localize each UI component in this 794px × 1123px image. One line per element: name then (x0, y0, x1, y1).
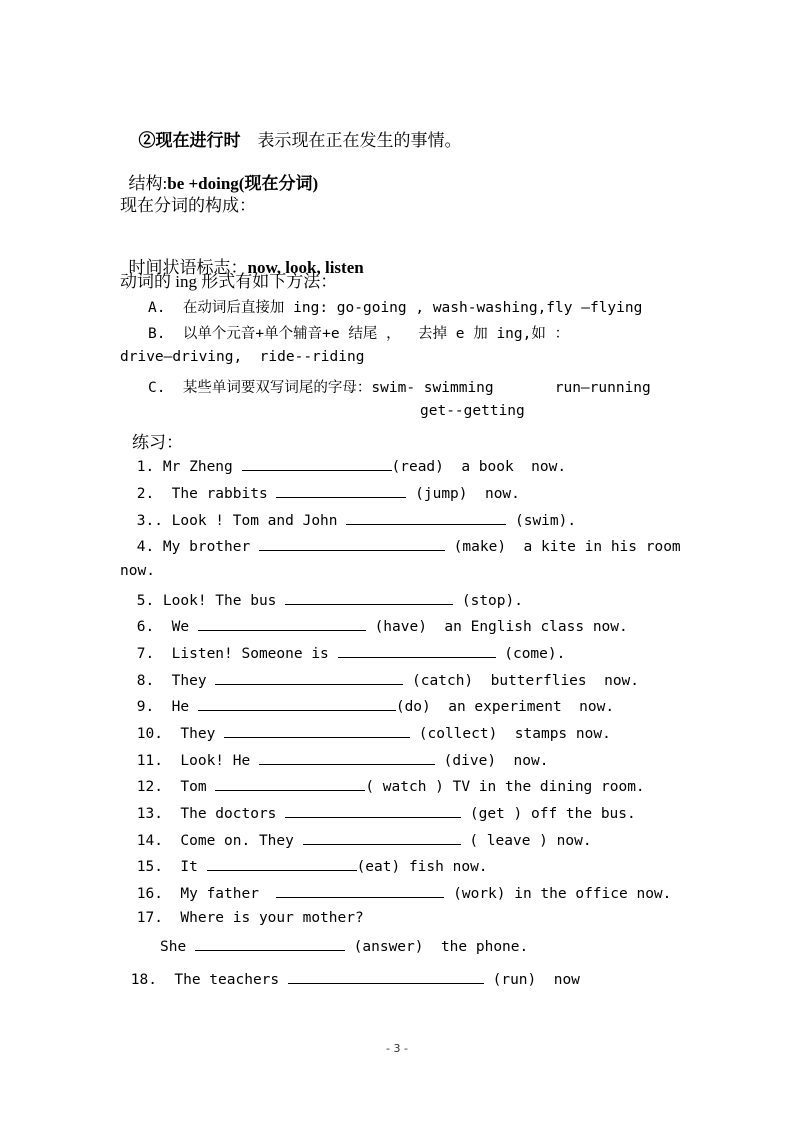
structure-line (120, 149, 318, 194)
exercise-item: 1. Mr Zheng (read) a book now. (128, 456, 566, 475)
rule-a: A. 在动词后直接加 ing: go-going , wash-washing,fly —flying (148, 300, 643, 316)
answer-blank[interactable] (259, 750, 435, 765)
exercise-item: 3.. Look ! Tom and John (swim). (128, 510, 576, 529)
answer-blank[interactable] (303, 830, 461, 845)
exercise-item-cont: now. (120, 563, 155, 579)
exercise-item: 13. The doctors (get ) off the bus. (128, 803, 636, 822)
time-label: 时间状语标志： (128, 258, 248, 277)
page-number: - 3 - (386, 1042, 408, 1055)
exercise-item: 16. My father (work) in the office now. (128, 883, 671, 902)
exercise-item: 12. Tom ( watch ) TV in the dining room. (128, 776, 645, 795)
exercise-item: 18. The teachers (run) now (122, 969, 580, 988)
rule-c-cont: get--getting (420, 403, 525, 419)
exercise-item: 14. Come on. They ( leave ) now. (128, 830, 592, 849)
practice-title: 练习： (132, 433, 183, 452)
exercise-item: 17. Where is your mother? (128, 910, 364, 926)
section-heading: ②现在进行时 (138, 131, 241, 150)
answer-blank[interactable] (195, 936, 345, 951)
exercise-item: 9. He (do) an experiment now. (128, 696, 614, 715)
section-heading-line (130, 106, 462, 151)
exercise-item: She (answer) the phone. (160, 936, 528, 955)
answer-blank[interactable] (285, 590, 453, 605)
answer-blank[interactable] (285, 803, 461, 818)
answer-blank[interactable] (346, 510, 506, 525)
exercise-item: 6. We (have) an English class now. (128, 616, 628, 635)
answer-blank[interactable] (215, 670, 403, 685)
answer-blank[interactable] (198, 616, 366, 631)
answer-blank[interactable] (276, 883, 444, 898)
rule-b-cont: drive—driving, ride--riding (120, 349, 365, 365)
exercise-item: 15. It (eat) fish now. (128, 856, 488, 875)
answer-blank[interactable] (215, 776, 365, 791)
answer-blank[interactable] (198, 696, 396, 711)
answer-blank[interactable] (338, 643, 496, 658)
rule-c: C. 某些单词要双写词尾的字母：swim- swimming run—running (148, 380, 651, 396)
participle-label: 现在分词的构成： (120, 196, 256, 215)
structure-value: be +doing(现在分词) (167, 174, 319, 193)
rule-b: B. 以单个元音+单个辅音+e 结尾 ， 去掉 e 加 ing,如 ： (148, 326, 570, 342)
answer-blank[interactable] (207, 856, 357, 871)
exercise-item: 4. My brother (make) a kite in his room (128, 536, 681, 555)
time-value: now, look, listen (247, 258, 364, 277)
answer-blank[interactable] (288, 969, 484, 984)
exercise-item: 11. Look! He (dive) now. (128, 750, 548, 769)
exercise-item: 7. Listen! Someone is (come). (128, 643, 565, 662)
section-heading-desc: 表示现在正在发生的事情。 (257, 131, 462, 150)
answer-blank[interactable] (259, 536, 445, 551)
exercise-item: 5. Look! The bus (stop). (128, 590, 523, 609)
answer-blank[interactable] (276, 483, 406, 498)
rules-intro: 动词的 ing 形式有如下方法： (120, 272, 338, 291)
answer-blank[interactable] (242, 456, 392, 471)
exercise-item: 10. They (collect) stamps now. (128, 723, 611, 742)
exercise-item: 2. The rabbits (jump) now. (128, 483, 520, 502)
exercise-item: 8. They (catch) butterflies now. (128, 670, 639, 689)
answer-blank[interactable] (224, 723, 410, 738)
structure-label: 结构: (128, 174, 168, 193)
